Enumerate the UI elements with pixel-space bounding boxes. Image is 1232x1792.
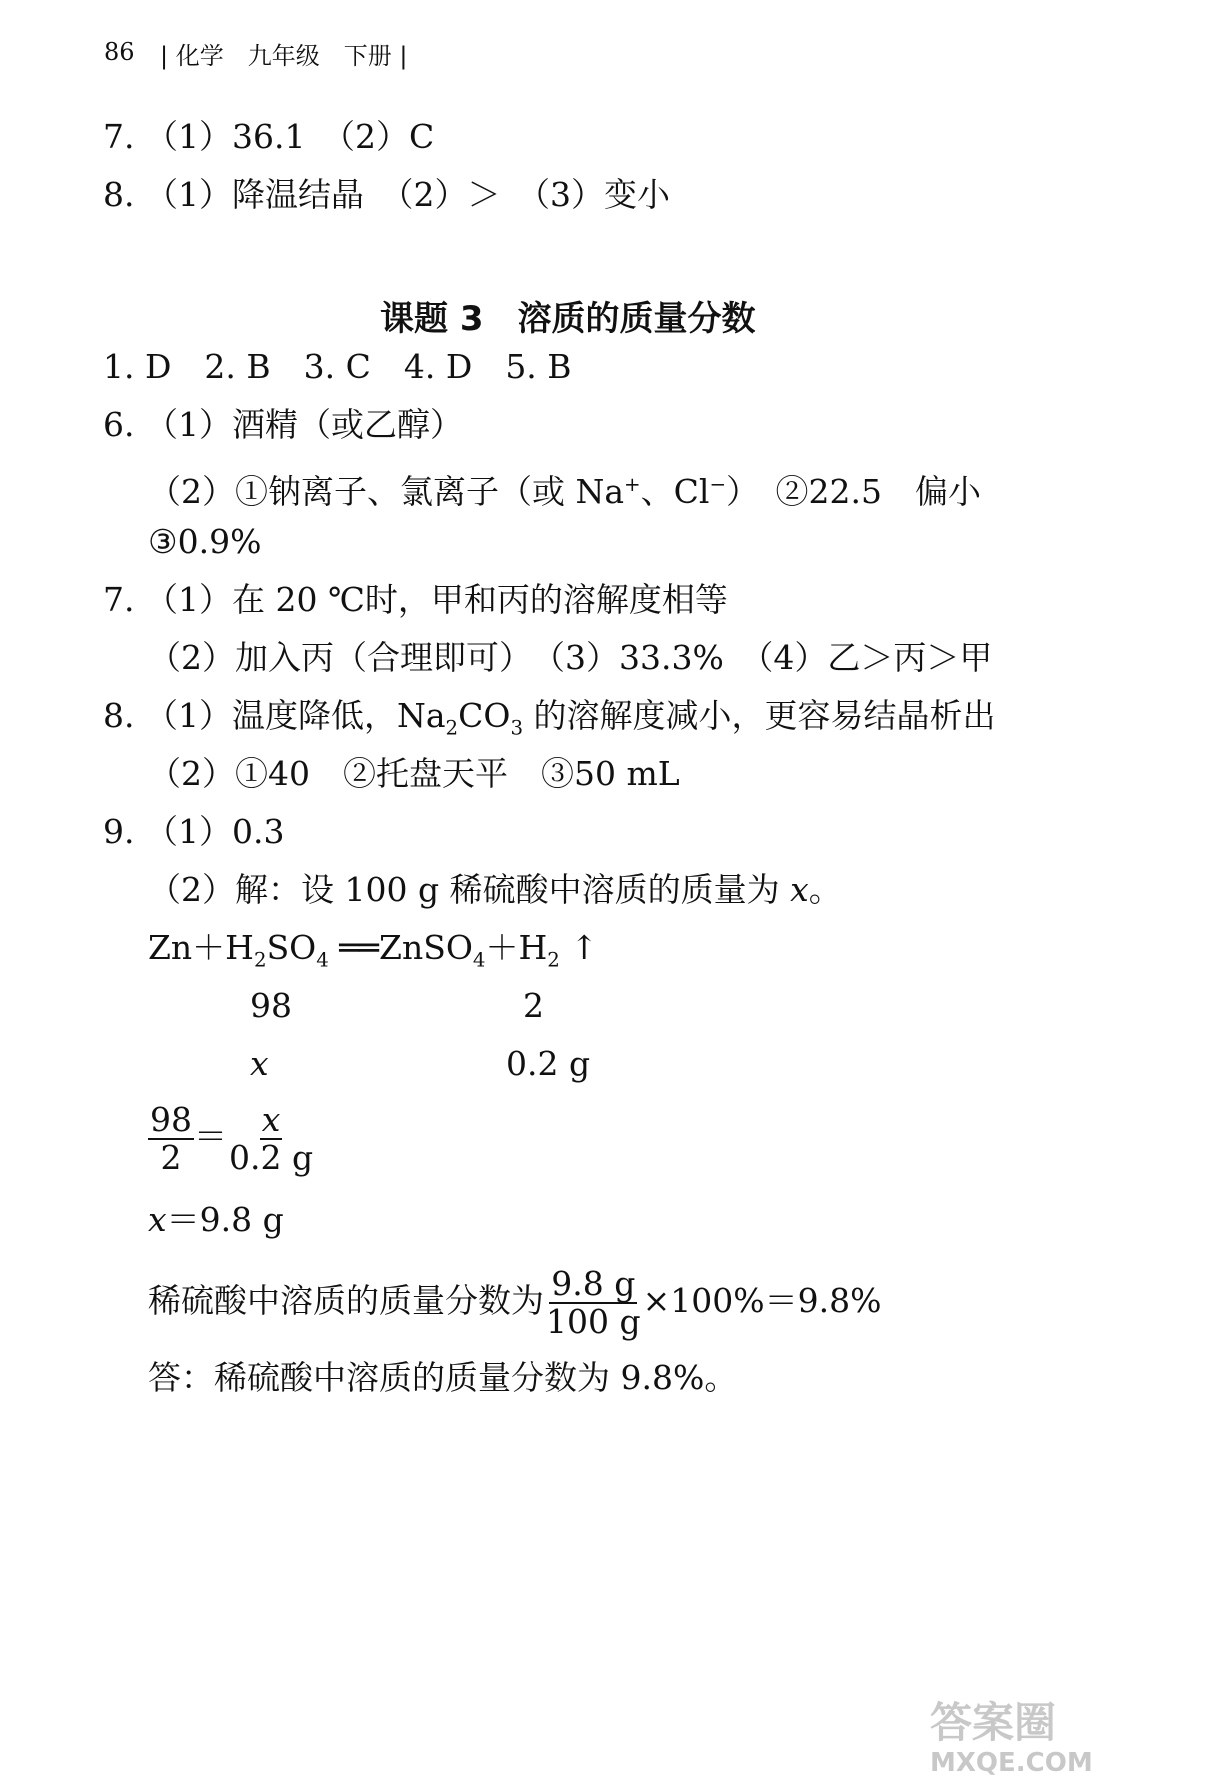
answer-8-2: （2）①40 ②托盘天平 ③50 mL	[148, 754, 680, 793]
answer-6-2	[148, 465, 981, 512]
eq-h2-sub: 2	[547, 948, 560, 972]
answer-6-1: 6. （1）酒精（或乙醇）	[103, 405, 463, 444]
answer-7-2: （2）加入丙（合理即可） （3）33.3% （4）乙＞丙＞甲	[148, 638, 993, 677]
page-number: 86	[104, 38, 135, 66]
answer-8-1-text: 8. （1）温度降低，Na	[103, 696, 446, 735]
equals-sign: ＝	[194, 1117, 227, 1156]
percentage-result: ×100%＝9.8%	[642, 1281, 882, 1320]
percentage-label: 稀硫酸中溶质的质量分数为	[148, 1281, 544, 1320]
watermark-url: MXQE.COM	[930, 1748, 1093, 1778]
answer-7-1: 7. （1）在 20 ℃时，甲和丙的溶解度相等	[103, 580, 728, 619]
fraction-left-den: 2	[160, 1138, 182, 1177]
percentage-num: 9.8 g	[551, 1264, 636, 1303]
answer-6-3: ③0.9%	[148, 522, 262, 561]
fraction-right	[227, 1102, 315, 1176]
percentage-den: 100 g	[546, 1302, 641, 1341]
eq-zn: Zn＋H	[148, 928, 254, 967]
answer-6-2-rest: ） ②22.5 偏小	[726, 472, 981, 511]
answer-9-1: 9. （1）0.3	[103, 812, 285, 851]
answer-8-1-rest: 的溶解度减小，更容易结晶析出	[523, 696, 996, 735]
answer-9-2	[148, 870, 842, 910]
mass-x: x	[250, 1044, 269, 1083]
eq-plus-h: ＋H	[485, 928, 548, 967]
fraction-left-num: 98	[150, 1100, 192, 1139]
answer-9-2-text: （2）解：设 100 g 稀硫酸中溶质的质量为	[148, 870, 791, 909]
answer-8-1	[103, 696, 996, 749]
answer-9-2-end: 。	[808, 870, 842, 909]
result-x-var: x	[148, 1200, 167, 1239]
fraction-right-num: x	[261, 1100, 281, 1139]
eq-so-sub: 4	[316, 948, 329, 972]
answer-6-2-text: （2）①钠离子、氯离子（或 Na	[148, 472, 625, 511]
na-subscript: 2	[445, 716, 459, 740]
answers-1-5: 1. D 2. B 3. C 4. D 5. B	[103, 347, 572, 386]
eq-so: SO	[266, 928, 317, 967]
cl-charge: −	[709, 473, 727, 496]
percentage-calc	[148, 1266, 881, 1340]
answer-8-prev: 8. （1）降温结晶 （2）＞ （3）变小	[103, 175, 670, 214]
eq-so4-sub: 4	[472, 948, 486, 972]
section-title: 课题 3 溶质的质量分数	[380, 299, 756, 339]
answer-6-2-cl: 、Cl	[640, 472, 710, 511]
variable-x: x	[790, 870, 809, 909]
eq-h-sub: 2	[253, 948, 267, 972]
final-answer: 答：稀硫酸中溶质的质量分数为 9.8%。	[148, 1358, 738, 1397]
na-charge: +	[624, 473, 641, 496]
percentage-fraction	[544, 1266, 643, 1340]
mass-0-2: 0.2 g	[506, 1044, 591, 1083]
proportion-equation	[148, 1102, 315, 1176]
gas-arrow: ↑	[559, 928, 599, 967]
molar-mass-2: 2	[523, 986, 544, 1025]
fraction-left	[148, 1102, 194, 1176]
answer-7-prev: 7. （1）36.1 （2）C	[103, 117, 435, 156]
co-text: CO	[458, 696, 511, 735]
chemical-equation	[148, 928, 598, 981]
fraction-right-den: 0.2 g	[229, 1138, 314, 1177]
molar-mass-98: 98	[250, 986, 292, 1025]
eq-arrow: ══ZnSO	[328, 928, 473, 967]
result-x	[148, 1200, 284, 1240]
watermark-logo: 答案圈	[930, 1698, 1057, 1747]
co-subscript: 3	[510, 716, 524, 740]
result-x-value: ＝9.8 g	[166, 1200, 284, 1239]
running-header: | 化学 九年级 下册 |	[160, 42, 408, 70]
